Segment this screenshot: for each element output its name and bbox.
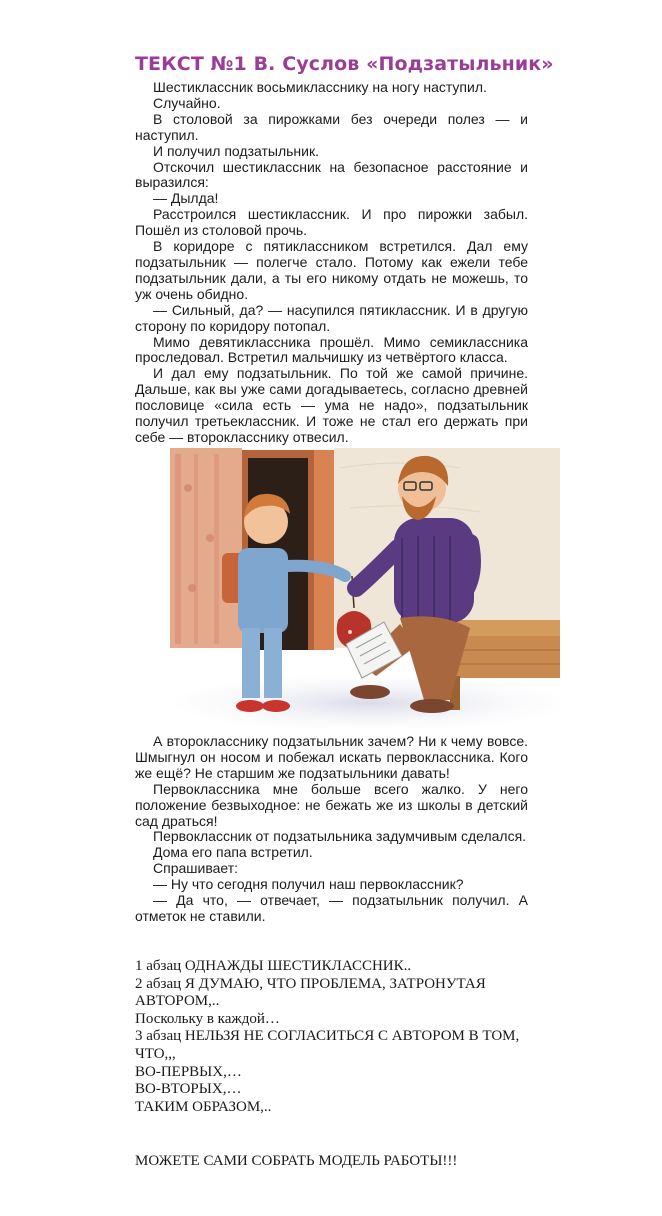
plan-line: 1 абзац ОДНАЖДЫ ШЕСТИКЛАССНИК.. (135, 958, 412, 974)
plan-line: ВО-ПЕРВЫХ,… (135, 1063, 242, 1080)
plan-line: Поскольку в каждой… (135, 1010, 280, 1027)
story-text-top (135, 80, 528, 446)
story-paragraph: В коридоре с пятиклассником встретился. Дал ему подзатыльник — полегче стало. Потому как ежели тебе подзатыльник дали, а ты его никому отдать не можешь, то уж очень обидно. (135, 238, 528, 302)
story-paragraph: Шестиклассник восьмикласснику на ногу наступил. (153, 79, 487, 95)
story-illustration (170, 448, 560, 728)
plan-line: 3 абзац НЕЛЬЗЯ НЕ СОГЛАСИТЬСЯ С АВТОРОМ В ТОМ, ЧТО,,, (135, 1028, 520, 1062)
story-paragraph: — Ну что сегодня получил наш первоклассник? (153, 876, 464, 893)
footer-note: МОЖЕТЕ САМИ СОБРАТЬ МОДЕЛЬ РАБОТЫ!!! (135, 1153, 458, 1169)
story-paragraph: Дома его папа встретил. (153, 844, 313, 861)
story-paragraph: Расстроился шестиклассник. И про пирожки забыл. Пошёл из столовой прочь. (135, 206, 528, 239)
story-paragraph: — Сильный, да? — насупился пятиклассник. И в другую сторону по коридору потопал. (135, 301, 528, 334)
story-paragraph: Мимо девятиклассника прошёл. Мимо семиклассника проследовал. Встретил мальчишку из четвёртого класса. (135, 333, 528, 366)
story-paragraph: Первоклассник от подзатыльника задумчивым сделался. (153, 828, 527, 845)
story-paragraph: В столовой за пирожками без очереди полез — и наступил. (135, 110, 528, 143)
story-paragraph: Отскочил шестиклассник на безопасное расстояние и выразился: (135, 158, 528, 191)
story-paragraph: — Дылда! (153, 190, 219, 207)
story-paragraph: А второкласснику подзатыльник зачем? Ни к чему вовсе. Шмыгнул он носом и побежал искать первоклассника. Кого же ещё? Не старшим же подзатыльники давать! (135, 733, 528, 781)
story-paragraph: И дал ему подзатыльник. По той же самой причине. Дальше, как вы уже сами догадываетесь, согласно древней пословице «сила есть — ума не надо», подзатыльник получил третьеклассник. И тоже не стал его держать при себе — второкласснику отвесил. (135, 365, 528, 445)
story-paragraph: Случайно. (153, 94, 221, 111)
story-text-bottom (135, 734, 528, 925)
floor-shadow (175, 675, 560, 728)
essay-plan (135, 958, 545, 1116)
wallpaper (170, 448, 242, 648)
story-paragraph: — Да что, — отвечает, — подзатыльник получил. А отметок не ставили. (135, 892, 528, 924)
plan-line: ТАКИМ ОБРАЗОМ,.. (135, 1098, 272, 1115)
plan-line: 2 абзац Я ДУМАЮ, ЧТО ПРОБЛЕМА, ЗАТРОНУТАЯ АВТОРОМ,.. (135, 975, 486, 1010)
plan-line: ВО-ВТОРЫХ,… (135, 1081, 242, 1098)
story-paragraph: Спрашивает: (153, 860, 239, 877)
story-paragraph: Первоклассника мне больше всего жалко. У него положение безвыходное: не бежать же из школы в детский сад драться! (135, 780, 528, 829)
story-paragraph: И получил подзатыльник. (153, 142, 319, 159)
page-title: ТЕКСТ №1 В. Суслов «Подзатыльник» (135, 53, 554, 75)
